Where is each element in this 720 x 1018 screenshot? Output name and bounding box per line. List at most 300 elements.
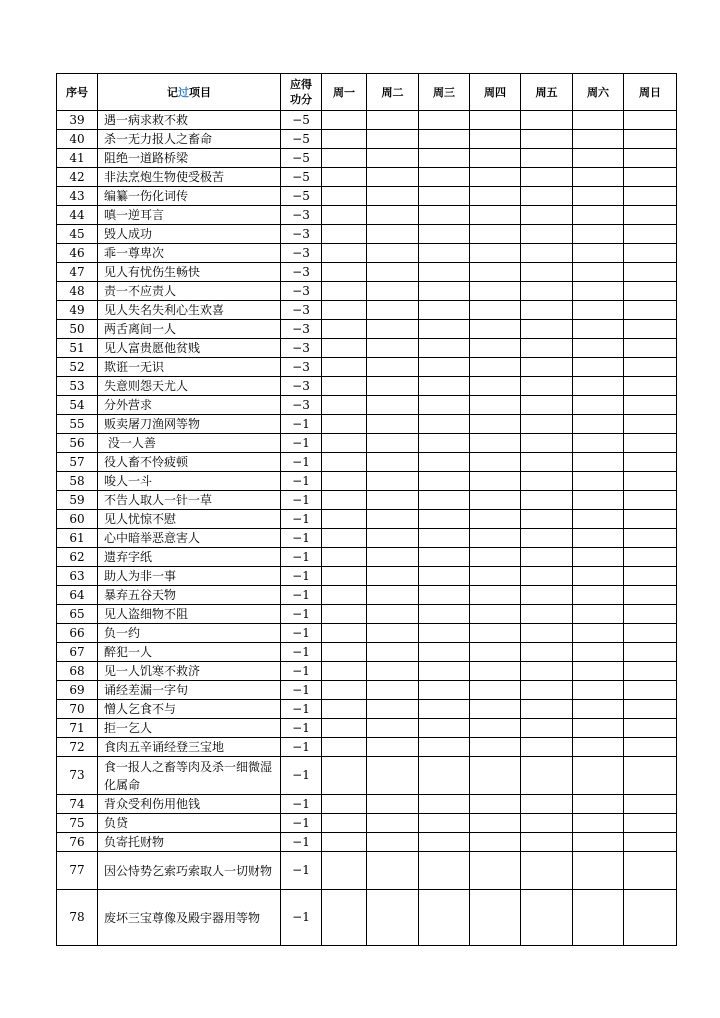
cell-monday[interactable] <box>322 358 367 377</box>
cell-tuesday[interactable] <box>367 339 419 358</box>
cell-saturday[interactable] <box>573 833 624 852</box>
cell-saturday[interactable] <box>573 472 624 491</box>
cell-sunday[interactable] <box>624 339 677 358</box>
row-points: −1 <box>281 415 322 434</box>
cell-monday[interactable] <box>322 415 367 434</box>
cell-saturday[interactable] <box>573 453 624 472</box>
cell-monday[interactable] <box>322 529 367 548</box>
cell-saturday[interactable] <box>573 529 624 548</box>
row-points: −1 <box>281 738 322 757</box>
cell-wednesday[interactable] <box>419 491 470 510</box>
cell-wednesday[interactable] <box>419 301 470 320</box>
cell-wednesday[interactable] <box>419 282 470 301</box>
cell-thursday[interactable] <box>470 719 521 738</box>
cell-friday[interactable] <box>521 415 573 434</box>
cell-tuesday[interactable] <box>367 681 419 700</box>
cell-monday[interactable] <box>322 377 367 396</box>
cell-sunday[interactable] <box>624 434 677 453</box>
cell-monday[interactable] <box>322 833 367 852</box>
cell-thursday[interactable] <box>470 187 521 206</box>
cell-wednesday[interactable] <box>419 187 470 206</box>
cell-saturday[interactable] <box>573 358 624 377</box>
cell-saturday[interactable] <box>573 244 624 263</box>
cell-tuesday[interactable] <box>367 567 419 586</box>
cell-tuesday[interactable] <box>367 814 419 833</box>
cell-tuesday[interactable] <box>367 434 419 453</box>
cell-wednesday[interactable] <box>419 643 470 662</box>
cell-saturday[interactable] <box>573 434 624 453</box>
cell-thursday[interactable] <box>470 491 521 510</box>
cell-wednesday[interactable] <box>419 700 470 719</box>
cell-monday[interactable] <box>322 434 367 453</box>
cell-sunday[interactable] <box>624 795 677 814</box>
cell-tuesday[interactable] <box>367 738 419 757</box>
cell-saturday[interactable] <box>573 890 624 946</box>
cell-friday[interactable] <box>521 852 573 890</box>
cell-friday[interactable] <box>521 643 573 662</box>
cell-tuesday[interactable] <box>367 206 419 225</box>
cell-thursday[interactable] <box>470 206 521 225</box>
cell-sunday[interactable] <box>624 624 677 643</box>
cell-sunday[interactable] <box>624 187 677 206</box>
cell-sunday[interactable] <box>624 491 677 510</box>
cell-monday[interactable] <box>322 624 367 643</box>
cell-wednesday[interactable] <box>419 567 470 586</box>
row-points: −1 <box>281 510 322 529</box>
cell-saturday[interactable] <box>573 700 624 719</box>
cell-saturday[interactable] <box>573 681 624 700</box>
cell-monday[interactable] <box>322 738 367 757</box>
cell-tuesday[interactable] <box>367 301 419 320</box>
cell-thursday[interactable] <box>470 833 521 852</box>
cell-tuesday[interactable] <box>367 282 419 301</box>
cell-monday[interactable] <box>322 187 367 206</box>
cell-saturday[interactable] <box>573 168 624 187</box>
cell-wednesday[interactable] <box>419 244 470 263</box>
cell-wednesday[interactable] <box>419 149 470 168</box>
cell-wednesday[interactable] <box>419 624 470 643</box>
cell-saturday[interactable] <box>573 719 624 738</box>
cell-monday[interactable] <box>322 700 367 719</box>
cell-friday[interactable] <box>521 662 573 681</box>
cell-tuesday[interactable] <box>367 130 419 149</box>
cell-monday[interactable] <box>322 396 367 415</box>
cell-thursday[interactable] <box>470 814 521 833</box>
cell-monday[interactable] <box>322 168 367 187</box>
cell-wednesday[interactable] <box>419 206 470 225</box>
cell-sunday[interactable] <box>624 510 677 529</box>
cell-tuesday[interactable] <box>367 396 419 415</box>
cell-friday[interactable] <box>521 339 573 358</box>
cell-monday[interactable] <box>322 890 367 946</box>
cell-tuesday[interactable] <box>367 795 419 814</box>
cell-friday[interactable] <box>521 510 573 529</box>
cell-thursday[interactable] <box>470 624 521 643</box>
cell-sunday[interactable] <box>624 263 677 282</box>
cell-thursday[interactable] <box>470 567 521 586</box>
cell-monday[interactable] <box>322 586 367 605</box>
cell-saturday[interactable] <box>573 662 624 681</box>
cell-friday[interactable] <box>521 491 573 510</box>
cell-monday[interactable] <box>322 244 367 263</box>
cell-sunday[interactable] <box>624 358 677 377</box>
cell-thursday[interactable] <box>470 852 521 890</box>
cell-tuesday[interactable] <box>367 415 419 434</box>
row-item-text: 背众受利伤用他钱 <box>98 795 281 814</box>
cell-sunday[interactable] <box>624 149 677 168</box>
cell-wednesday[interactable] <box>419 130 470 149</box>
cell-saturday[interactable] <box>573 814 624 833</box>
cell-wednesday[interactable] <box>419 719 470 738</box>
cell-wednesday[interactable] <box>419 757 470 795</box>
cell-thursday[interactable] <box>470 662 521 681</box>
cell-sunday[interactable] <box>624 206 677 225</box>
cell-friday[interactable] <box>521 586 573 605</box>
cell-sunday[interactable] <box>624 605 677 624</box>
table-row <box>57 301 677 320</box>
cell-tuesday[interactable] <box>367 491 419 510</box>
cell-saturday[interactable] <box>573 567 624 586</box>
cell-monday[interactable] <box>322 510 367 529</box>
cell-tuesday[interactable] <box>367 510 419 529</box>
cell-sunday[interactable] <box>624 130 677 149</box>
cell-friday[interactable] <box>521 624 573 643</box>
cell-friday[interactable] <box>521 738 573 757</box>
cell-tuesday[interactable] <box>367 890 419 946</box>
cell-sunday[interactable] <box>624 472 677 491</box>
cell-wednesday[interactable] <box>419 890 470 946</box>
cell-thursday[interactable] <box>470 415 521 434</box>
cell-saturday[interactable] <box>573 491 624 510</box>
cell-sunday[interactable] <box>624 586 677 605</box>
cell-wednesday[interactable] <box>419 510 470 529</box>
cell-thursday[interactable] <box>470 377 521 396</box>
cell-sunday[interactable] <box>624 643 677 662</box>
cell-monday[interactable] <box>322 814 367 833</box>
cell-tuesday[interactable] <box>367 833 419 852</box>
cell-friday[interactable] <box>521 130 573 149</box>
cell-wednesday[interactable] <box>419 263 470 282</box>
cell-thursday[interactable] <box>470 149 521 168</box>
cell-tuesday[interactable] <box>367 472 419 491</box>
cell-tuesday[interactable] <box>367 700 419 719</box>
cell-sunday[interactable] <box>624 415 677 434</box>
cell-tuesday[interactable] <box>367 320 419 339</box>
cell-sunday[interactable] <box>624 681 677 700</box>
cell-monday[interactable] <box>322 339 367 358</box>
cell-tuesday[interactable] <box>367 225 419 244</box>
cell-monday[interactable] <box>322 225 367 244</box>
cell-saturday[interactable] <box>573 377 624 396</box>
cell-tuesday[interactable] <box>367 643 419 662</box>
ledger-body <box>57 111 677 946</box>
cell-friday[interactable] <box>521 111 573 130</box>
cell-wednesday[interactable] <box>419 320 470 339</box>
cell-friday[interactable] <box>521 681 573 700</box>
cell-friday[interactable] <box>521 168 573 187</box>
cell-wednesday[interactable] <box>419 738 470 757</box>
cell-saturday[interactable] <box>573 852 624 890</box>
cell-thursday[interactable] <box>470 168 521 187</box>
cell-sunday[interactable] <box>624 814 677 833</box>
cell-thursday[interactable] <box>470 757 521 795</box>
cell-wednesday[interactable] <box>419 358 470 377</box>
cell-saturday[interactable] <box>573 643 624 662</box>
cell-thursday[interactable] <box>470 738 521 757</box>
cell-friday[interactable] <box>521 149 573 168</box>
cell-tuesday[interactable] <box>367 548 419 567</box>
cell-saturday[interactable] <box>573 795 624 814</box>
cell-thursday[interactable] <box>470 548 521 567</box>
cell-tuesday[interactable] <box>367 111 419 130</box>
cell-thursday[interactable] <box>470 586 521 605</box>
cell-thursday[interactable] <box>470 263 521 282</box>
cell-wednesday[interactable] <box>419 662 470 681</box>
cell-monday[interactable] <box>322 662 367 681</box>
cell-friday[interactable] <box>521 301 573 320</box>
row-points: −3 <box>281 206 322 225</box>
cell-sunday[interactable] <box>624 529 677 548</box>
cell-saturday[interactable] <box>573 339 624 358</box>
cell-wednesday[interactable] <box>419 605 470 624</box>
cell-tuesday[interactable] <box>367 358 419 377</box>
cell-monday[interactable] <box>322 282 367 301</box>
header-monday: 周一 <box>322 74 367 111</box>
cell-sunday[interactable] <box>624 662 677 681</box>
cell-wednesday[interactable] <box>419 339 470 358</box>
cell-wednesday[interactable] <box>419 814 470 833</box>
cell-monday[interactable] <box>322 852 367 890</box>
cell-friday[interactable] <box>521 263 573 282</box>
cell-monday[interactable] <box>322 149 367 168</box>
cell-saturday[interactable] <box>573 301 624 320</box>
cell-thursday[interactable] <box>470 529 521 548</box>
cell-saturday[interactable] <box>573 206 624 225</box>
cell-friday[interactable] <box>521 757 573 795</box>
cell-monday[interactable] <box>322 453 367 472</box>
cell-friday[interactable] <box>521 453 573 472</box>
cell-sunday[interactable] <box>624 320 677 339</box>
cell-monday[interactable] <box>322 301 367 320</box>
cell-thursday[interactable] <box>470 643 521 662</box>
cell-tuesday[interactable] <box>367 624 419 643</box>
row-item-text: 拒一乞人 <box>98 719 281 738</box>
cell-monday[interactable] <box>322 491 367 510</box>
cell-tuesday[interactable] <box>367 453 419 472</box>
cell-saturday[interactable] <box>573 757 624 795</box>
cell-monday[interactable] <box>322 111 367 130</box>
cell-saturday[interactable] <box>573 130 624 149</box>
cell-monday[interactable] <box>322 681 367 700</box>
cell-thursday[interactable] <box>470 510 521 529</box>
cell-sunday[interactable] <box>624 301 677 320</box>
cell-tuesday[interactable] <box>367 586 419 605</box>
cell-monday[interactable] <box>322 206 367 225</box>
cell-thursday[interactable] <box>470 795 521 814</box>
table-row <box>57 757 677 795</box>
cell-sunday[interactable] <box>624 396 677 415</box>
header-sunday: 周日 <box>624 74 677 111</box>
cell-sunday[interactable] <box>624 548 677 567</box>
cell-saturday[interactable] <box>573 396 624 415</box>
cell-wednesday[interactable] <box>419 852 470 890</box>
cell-thursday[interactable] <box>470 472 521 491</box>
cell-friday[interactable] <box>521 548 573 567</box>
cell-friday[interactable] <box>521 833 573 852</box>
cell-thursday[interactable] <box>470 396 521 415</box>
cell-friday[interactable] <box>521 567 573 586</box>
cell-saturday[interactable] <box>573 624 624 643</box>
cell-saturday[interactable] <box>573 111 624 130</box>
cell-saturday[interactable] <box>573 187 624 206</box>
cell-tuesday[interactable] <box>367 662 419 681</box>
cell-wednesday[interactable] <box>419 453 470 472</box>
cell-sunday[interactable] <box>624 567 677 586</box>
cell-friday[interactable] <box>521 244 573 263</box>
cell-friday[interactable] <box>521 814 573 833</box>
cell-tuesday[interactable] <box>367 605 419 624</box>
cell-saturday[interactable] <box>573 320 624 339</box>
cell-sunday[interactable] <box>624 453 677 472</box>
cell-tuesday[interactable] <box>367 529 419 548</box>
cell-tuesday[interactable] <box>367 263 419 282</box>
row-points: −1 <box>281 567 322 586</box>
cell-sunday[interactable] <box>624 738 677 757</box>
cell-wednesday[interactable] <box>419 529 470 548</box>
cell-saturday[interactable] <box>573 586 624 605</box>
cell-friday[interactable] <box>521 890 573 946</box>
cell-monday[interactable] <box>322 757 367 795</box>
cell-sunday[interactable] <box>624 700 677 719</box>
cell-friday[interactable] <box>521 700 573 719</box>
cell-friday[interactable] <box>521 719 573 738</box>
cell-tuesday[interactable] <box>367 149 419 168</box>
cell-tuesday[interactable] <box>367 377 419 396</box>
cell-tuesday[interactable] <box>367 852 419 890</box>
cell-sunday[interactable] <box>624 282 677 301</box>
cell-friday[interactable] <box>521 434 573 453</box>
cell-tuesday[interactable] <box>367 187 419 206</box>
cell-wednesday[interactable] <box>419 548 470 567</box>
cell-thursday[interactable] <box>470 453 521 472</box>
cell-wednesday[interactable] <box>419 681 470 700</box>
cell-saturday[interactable] <box>573 282 624 301</box>
row-item-text: 阻绝一道路桥梁 <box>98 149 281 168</box>
cell-sunday[interactable] <box>624 377 677 396</box>
cell-thursday[interactable] <box>470 434 521 453</box>
table-row <box>57 605 677 624</box>
cell-friday[interactable] <box>521 358 573 377</box>
cell-friday[interactable] <box>521 320 573 339</box>
cell-wednesday[interactable] <box>419 472 470 491</box>
cell-monday[interactable] <box>322 643 367 662</box>
cell-saturday[interactable] <box>573 510 624 529</box>
cell-sunday[interactable] <box>624 757 677 795</box>
cell-wednesday[interactable] <box>419 225 470 244</box>
cell-friday[interactable] <box>521 605 573 624</box>
cell-monday[interactable] <box>322 567 367 586</box>
cell-friday[interactable] <box>521 225 573 244</box>
cell-friday[interactable] <box>521 396 573 415</box>
cell-thursday[interactable] <box>470 890 521 946</box>
cell-wednesday[interactable] <box>419 396 470 415</box>
cell-monday[interactable] <box>322 472 367 491</box>
cell-saturday[interactable] <box>573 415 624 434</box>
cell-wednesday[interactable] <box>419 434 470 453</box>
cell-friday[interactable] <box>521 472 573 491</box>
cell-wednesday[interactable] <box>419 795 470 814</box>
cell-tuesday[interactable] <box>367 719 419 738</box>
cell-saturday[interactable] <box>573 263 624 282</box>
cell-thursday[interactable] <box>470 605 521 624</box>
cell-wednesday[interactable] <box>419 111 470 130</box>
cell-thursday[interactable] <box>470 320 521 339</box>
cell-wednesday[interactable] <box>419 833 470 852</box>
cell-monday[interactable] <box>322 263 367 282</box>
cell-wednesday[interactable] <box>419 168 470 187</box>
cell-sunday[interactable] <box>624 168 677 187</box>
cell-tuesday[interactable] <box>367 757 419 795</box>
cell-sunday[interactable] <box>624 244 677 263</box>
cell-friday[interactable] <box>521 377 573 396</box>
cell-thursday[interactable] <box>470 130 521 149</box>
cell-thursday[interactable] <box>470 111 521 130</box>
cell-monday[interactable] <box>322 548 367 567</box>
cell-wednesday[interactable] <box>419 415 470 434</box>
cell-monday[interactable] <box>322 130 367 149</box>
cell-friday[interactable] <box>521 795 573 814</box>
cell-sunday[interactable] <box>624 719 677 738</box>
cell-monday[interactable] <box>322 605 367 624</box>
cell-tuesday[interactable] <box>367 244 419 263</box>
cell-sunday[interactable] <box>624 111 677 130</box>
cell-thursday[interactable] <box>470 301 521 320</box>
cell-friday[interactable] <box>521 187 573 206</box>
cell-thursday[interactable] <box>470 339 521 358</box>
cell-thursday[interactable] <box>470 225 521 244</box>
cell-friday[interactable] <box>521 206 573 225</box>
table-row <box>57 263 677 282</box>
cell-thursday[interactable] <box>470 700 521 719</box>
cell-sunday[interactable] <box>624 890 677 946</box>
cell-sunday[interactable] <box>624 225 677 244</box>
cell-sunday[interactable] <box>624 833 677 852</box>
row-number: 49 <box>57 301 98 320</box>
row-number: 51 <box>57 339 98 358</box>
cell-thursday[interactable] <box>470 358 521 377</box>
row-points: −1 <box>281 529 322 548</box>
cell-sunday[interactable] <box>624 852 677 890</box>
cell-monday[interactable] <box>322 320 367 339</box>
cell-saturday[interactable] <box>573 225 624 244</box>
cell-saturday[interactable] <box>573 738 624 757</box>
cell-thursday[interactable] <box>470 282 521 301</box>
cell-saturday[interactable] <box>573 548 624 567</box>
cell-friday[interactable] <box>521 529 573 548</box>
table-row <box>57 643 677 662</box>
cell-friday[interactable] <box>521 282 573 301</box>
cell-saturday[interactable] <box>573 149 624 168</box>
cell-wednesday[interactable] <box>419 377 470 396</box>
cell-thursday[interactable] <box>470 681 521 700</box>
cell-monday[interactable] <box>322 795 367 814</box>
cell-tuesday[interactable] <box>367 168 419 187</box>
row-number: 59 <box>57 491 98 510</box>
cell-thursday[interactable] <box>470 244 521 263</box>
cell-wednesday[interactable] <box>419 586 470 605</box>
cell-saturday[interactable] <box>573 605 624 624</box>
cell-monday[interactable] <box>322 719 367 738</box>
